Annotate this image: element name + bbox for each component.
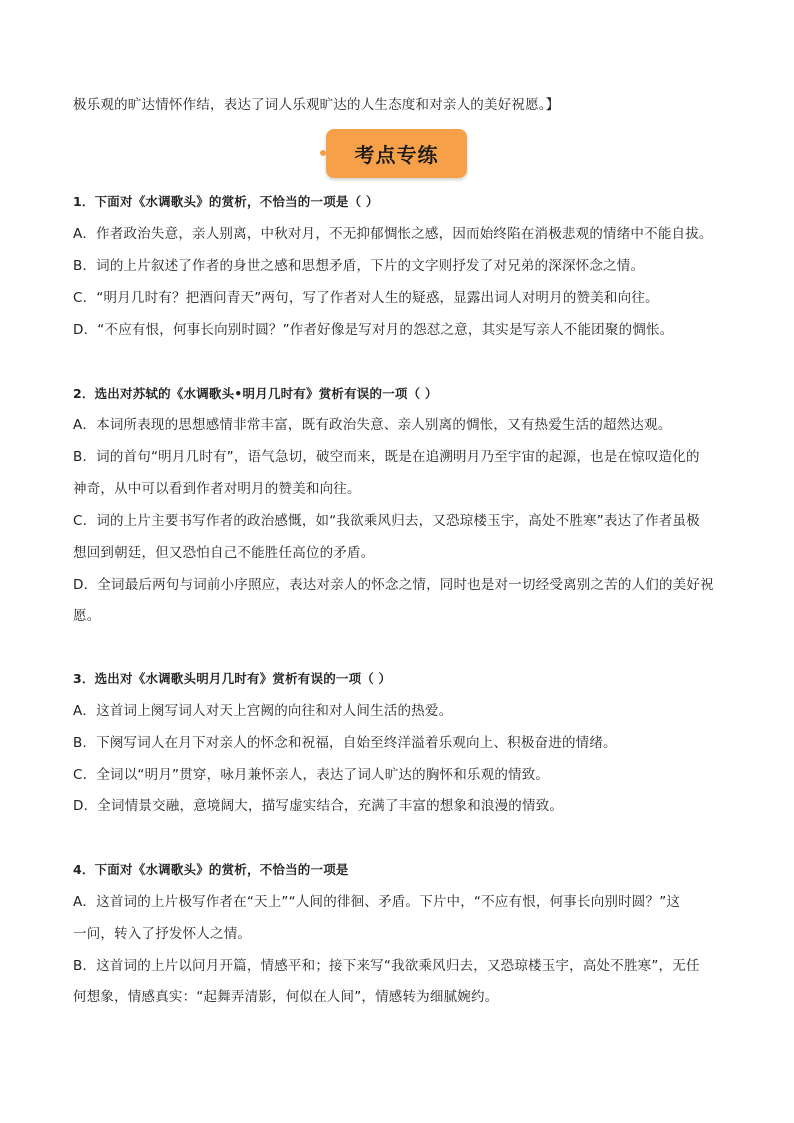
question-3-option-d: D．全词情景交融，意境阔大，描写虚实结合，充满了丰富的想象和浪漫的情致。 (73, 798, 564, 814)
question-1-option-c: C．“明月几时有？把酒问青天”两句，写了作者对人生的疑惑，显露出词人对明月的赞美和向往。 (73, 290, 659, 306)
question-3-title: 3．选出对《水调歌头明月几时有》赏析有误的一项（ ） (73, 671, 392, 686)
question-4-title: 4．下面对《水调歌头》的赏析，不恰当的一项是 (73, 862, 349, 877)
question-2-option-a: A．本词所表现的思想感情非常丰富，既有政治失意、亲人别离的惆怅，又有热爱生活的超然达观。 (73, 417, 672, 433)
question-3-option-c: C．全词以“明月”贯穿，咏月兼怀亲人，表达了词人旷达的胸怀和乐观的情致。 (73, 767, 550, 783)
intro-line: 极乐观的旷达情怀作结，表达了词人乐观旷达的人生态度和对亲人的美好祝愿。】 (73, 97, 560, 113)
section-banner-label: 考点专练 (354, 143, 439, 167)
question-3-option-b: B．下阕写词人在月下对亲人的怀念和祝福，自始至终洋溢着乐观向上、积极奋进的情绪。 (73, 735, 617, 751)
question-4-option-a: A．这首词的上片极写作者在“天上”“人间的徘徊、矛盾。下片中，“不应有恨，何事长向别时圆？”这 (73, 894, 681, 910)
question-1-option-b: B．词的上片叙述了作者的身世之感和思想矛盾，下片的文字则抒发了对兄弟的深深怀念之情。 (73, 258, 645, 274)
question-1-option-a: A．作者政治失意，亲人别离，中秋对月，不无抑郁惆怅之感，因而始终陷在消极悲观的情绪中不能自拔。 (73, 226, 713, 242)
question-1-option-d: D．“不应有恨，何事长向别时圆？”作者好像是写对月的怨怼之意，其实是写亲人不能团聚的惆怅。 (73, 322, 674, 338)
question-2-option-b-cont: 神奇，从中可以看到作者对明月的赞美和向往。 (73, 481, 361, 497)
question-1-title: 1．下面对《水调歌头》的赏析，不恰当的一项是（ ） (73, 194, 379, 209)
question-2-option-c: C．词的上片主要书写作者的政治感慨，如“我欲乘风归去，又恐琼楼玉宇，高处不胜寒”表达了作者虽极 (73, 513, 700, 529)
question-4-option-b: B．这首词的上片以问月开篇，情感平和；接下来写“我欲乘风归去，又恐琼楼玉宇，高处不胜寒”，无任 (73, 958, 700, 974)
question-3-option-a: A．这首词上阕写词人对天上宫阙的向往和对人间生活的热爱。 (73, 703, 453, 719)
question-2-option-c-cont: 想回到朝廷，但又恐怕自己不能胜任高位的矛盾。 (73, 545, 375, 561)
question-2-option-d: D．全词最后两句与词前小序照应，表达对亲人的怀念之情，同时也是对一切经受离别之苦的人们的美好祝 (73, 577, 714, 593)
section-banner (326, 129, 467, 178)
question-4-option-a-cont: 一问，转入了抒发怀人之情。 (73, 926, 252, 942)
question-2-option-d-cont: 愿。 (73, 608, 101, 624)
question-4-option-b-cont: 何想象，情感真实：“起舞弄清影，何似在人间”，情感转为细腻婉约。 (73, 989, 499, 1005)
question-2-title: 2．选出对苏轼的《水调歌头•明月几时有》赏析有误的一项（ ） (73, 386, 438, 401)
question-2-option-b: B．词的首句“明月几时有”，语气急切，破空而来，既是在追溯明月乃至宇宙的起源，也是在惊叹造化的 (73, 449, 700, 465)
